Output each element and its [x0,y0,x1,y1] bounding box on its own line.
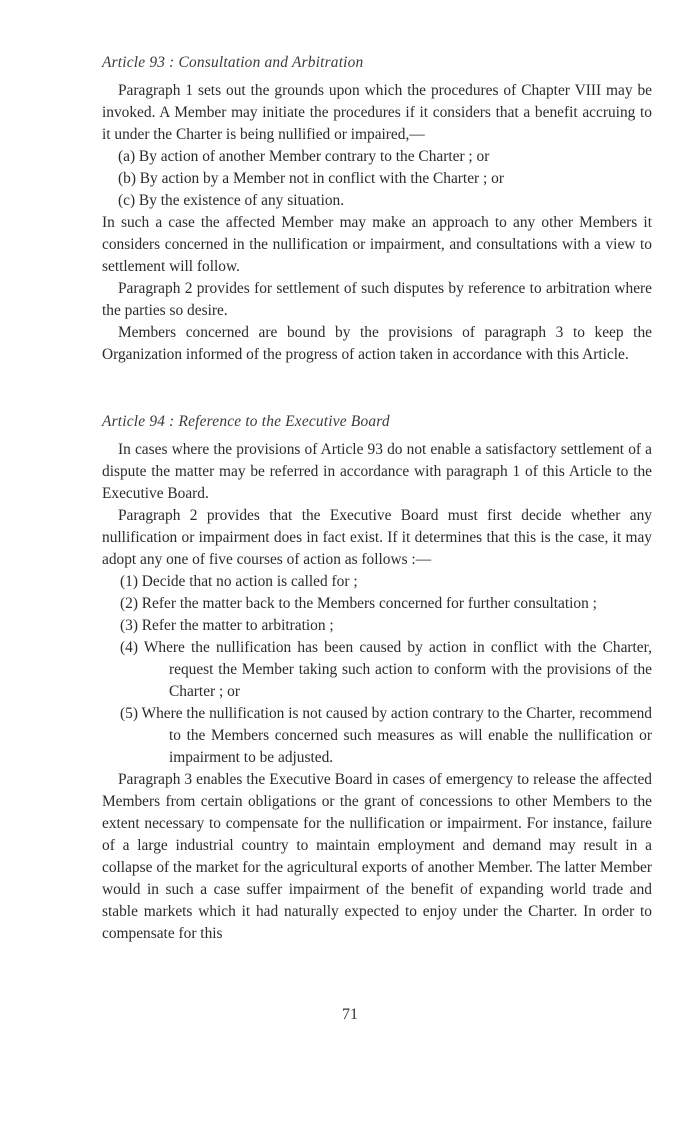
page-number: 71 [342,1006,358,1023]
article-93-item-b: (b) By action by a Member not in conflict with the Charter ; or [118,170,504,187]
section-gap [102,366,652,411]
article-93-paragraph-1: Paragraph 1 sets out the grounds upon which the procedures of Chapter VIII may be invoked. A Member may initiate the procedures if it considers that a benefit accruing to it under the Charter is being nullified or impaired,— [102,82,652,143]
article-93-paragraph-3: Paragraph 2 provides for settlement of such disputes by reference to arbitration where the parties so desire. [102,280,652,319]
article-94-heading: Article 94 : Reference to the Executive Board [102,413,390,430]
article-93-item-c: (c) By the existence of any situation. [118,192,345,209]
article-94-item-2: (2) Refer the matter back to the Members concerned for further consultation ; [120,595,597,612]
document-page [102,52,652,945]
article-93-paragraph-4: Members concerned are bound by the provisions of paragraph 3 to keep the Organization informed of the progress of action taken in accordance with this Article. [102,324,652,363]
article-94-paragraph-3: Paragraph 3 enables the Executive Board in cases of emergency to release the affected Members from certain obligations or the grant of concessions to other Members to the extent necessary to compensate for the nullification or impairment. For instance, failure of a large industrial country to maintain employment and demand may result in a collapse of the market for the agricultural exports of another Member. The latter Member would in such a case suffer impairment of the benefit of expanding world trade and stable markets which it had naturally expected to enjoy under the Charter. In order to compensate for this [102,771,652,942]
article-94-list [102,571,652,769]
article-94-item-3: (3) Refer the matter to arbitration ; [120,617,334,634]
article-93-heading: Article 93 : Consultation and Arbitration [102,54,364,71]
article-94-item-1: (1) Decide that no action is called for ; [120,573,358,590]
article-93-list [102,146,652,212]
article-94-paragraph-1: In cases where the provisions of Article 93 do not enable a satisfactory settlement of a dispute the matter may be referred in accordance with paragraph 1 of this Article to the Executive Board. [102,441,652,502]
article-93-item-a: (a) By action of another Member contrary to the Charter ; or [118,148,490,165]
article-94-item-5: (5) Where the nullification is not caused by action contrary to the Charter, recommend to the Members concerned such measures as will enable the nullification or impairment to be adjusted. [120,705,652,766]
article-94-paragraph-2: Paragraph 2 provides that the Executive Board must first decide whether any nullification or impairment does in fact exist. If it determines that this is the case, it may adopt any one of five courses of action as follows :— [102,507,652,568]
article-94-item-4: (4) Where the nullification has been caused by action in conflict with the Charter, request the Member taking such action to conform with the provisions of the Charter ; or [120,639,652,700]
article-93-paragraph-2: In such a case the affected Member may make an approach to any other Members it considers concerned in the nullification or impairment, and consultations with a view to settlement will follow. [102,214,652,275]
